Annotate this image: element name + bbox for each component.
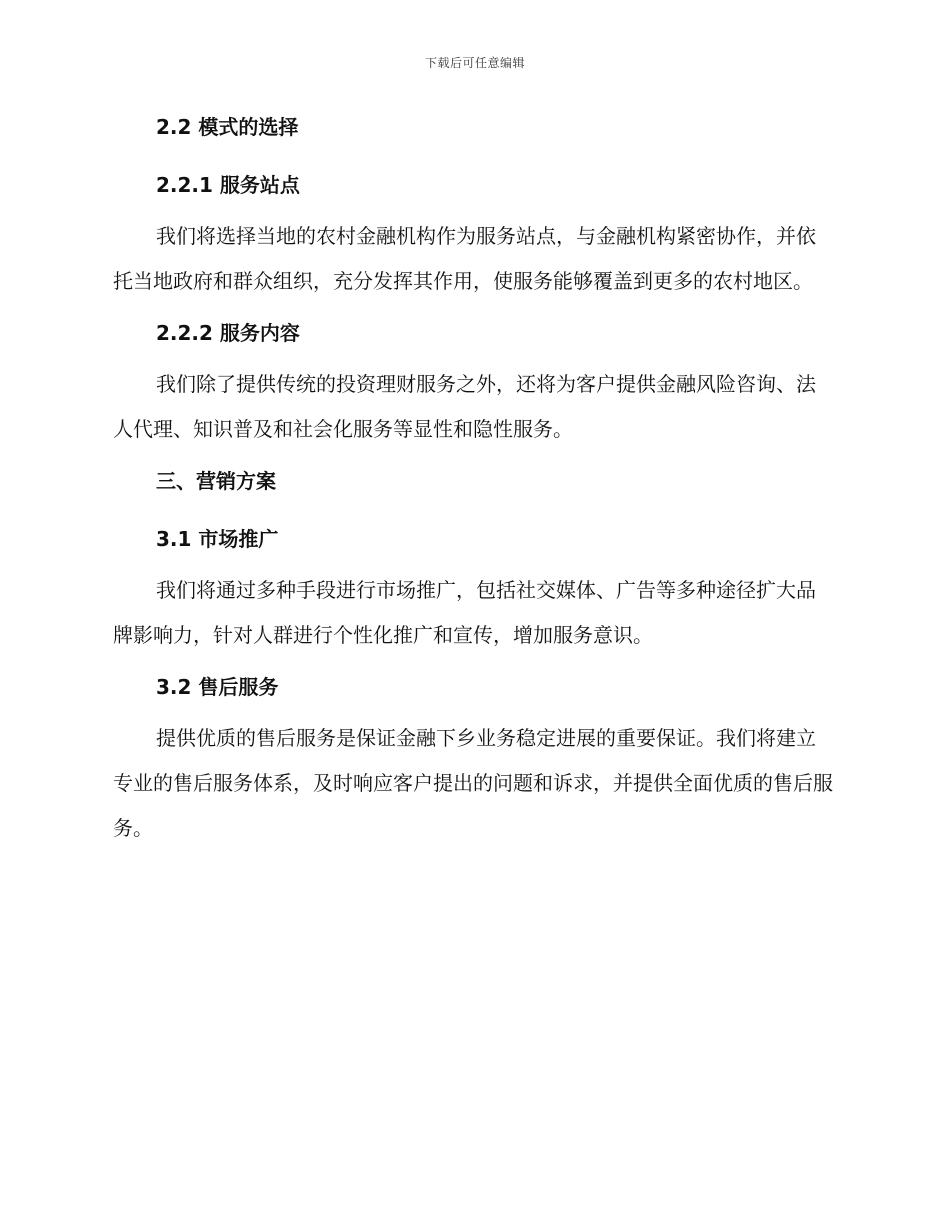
heading-3: 三、营销方案 (156, 469, 276, 493)
paragraph-3-2: 提供优质的售后服务是保证金融下乡业务稳定进展的重要保证。我们将建立专业的售后服务体系，及时响应客户提出的问题和诉求，并提供全面优质的售后服务。 (113, 726, 833, 840)
paragraph-2-2-2: 我们除了提供传统的投资理财服务之外，还将为客户提供金融风险咨询、法人代理、知识普及和社会化服务等显性和隐性服务。 (113, 372, 816, 441)
heading-2-2: 2.2 模式的选择 (156, 115, 299, 139)
paragraph-2-2-1: 我们将选择当地的农村金融机构作为服务站点，与金融机构紧密协作，并依托当地政府和群众组织，充分发挥其作用，使服务能够覆盖到更多的农村地区。 (113, 224, 816, 293)
header-note: 下载后可任意编辑 (424, 56, 525, 70)
heading-3-1: 3.1 市场推广 (156, 527, 279, 551)
heading-3-2: 3.2 售后服务 (156, 675, 279, 699)
heading-2-2-1: 2.2.1 服务站点 (156, 173, 300, 197)
document-body (113, 112, 833, 851)
paragraph-3-1: 我们将通过多种手段进行市场推广，包括社交媒体、广告等多种途径扩大品牌影响力，针对人群进行个性化推广和宣传，增加服务意识。 (113, 578, 816, 647)
heading-2-2-2: 2.2.2 服务内容 (156, 321, 300, 345)
